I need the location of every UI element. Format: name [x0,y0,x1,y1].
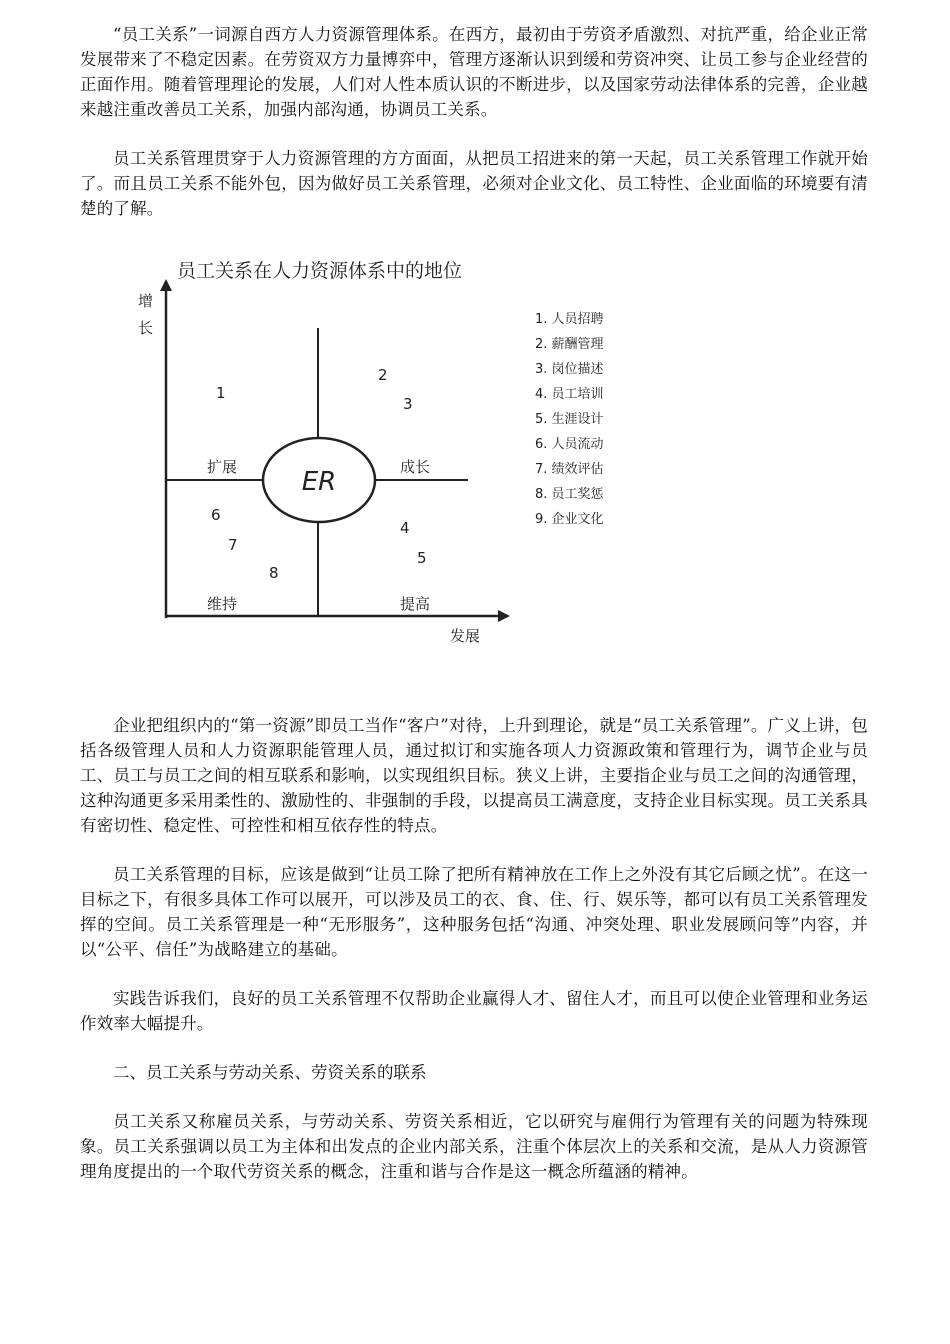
quadrant-label-maintain: 维持 [207,595,238,613]
section-heading: 二、员工关系与劳动关系、劳资关系的联系 [113,1063,427,1082]
legend-item: 5. 生涯设计 [535,412,604,427]
paragraph-scope: 员工关系管理贯穿于人力资源管理的方方面面，从把员工招进来的第一天起，员工关系管理工作就开始了。而且员工关系不能外包，因为做好员工关系管理，必须对企业文化、员工特性、企业面临的环境要有清楚的了解。 [80,149,868,218]
paragraph-goal: 员工关系管理的目标，应该是做到“让员工除了把所有精神放在工作上之外没有其它后顾之忧”。在这一目标之下，有很多具体工作可以展开，可以涉及员工的衣、食、住、行、娱乐等，都可以有员工关系管理发挥的空间。员工关系管理是一种“无形服务”，这种服务包括“沟通、冲突处理、职业发展顾问等”内容，并以“公平、信任”为战略建立的基础。 [80,865,868,959]
legend-item: 6. 人员流动 [535,437,604,452]
paragraph-practice: 实践告诉我们，良好的员工关系管理不仅帮助企业赢得人才、留住人才，而且可以使企业管理和业务运作效率大幅提升。 [80,989,868,1033]
er-center-label: ER [301,467,337,497]
diagram-svg [80,243,868,683]
er-position-diagram [80,243,868,683]
quadrant-label-grow: 成长 [400,458,431,476]
legend [535,311,605,527]
marker-8: 8 [269,564,279,582]
quadrant-label-improve: 提高 [400,595,431,613]
x-axis-label: 发展 [450,627,481,645]
paragraph-employee-relations: 员工关系又称雇员关系，与劳动关系、劳资关系相近，它以研究与雇佣行为管理有关的问题为特殊现象。员工关系强调以员工为主体和出发点的企业内部关系，注重个体层次上的关系和交流，是从人力资源管理角度提出的一个取代劳资关系的概念，注重和谐与合作是这一概念所蕴涵的精神。 [80,1112,868,1181]
marker-5: 5 [417,549,427,567]
paragraph-origin: “员工关系”一词源自西方人力资源管理体系。在西方，最初由于劳资矛盾激烈、对抗严重，给企业正常发展带来了不稳定因素。在劳资双方力量博弈中，管理方逐渐认识到缓和劳资冲突、让员工参与企业经营的正面作用。随着管理理论的发展，人们对人性本质认识的不断进步，以及国家劳动法律体系的完善，企业越来越注重改善员工关系，加强内部沟通，协调员工关系。 [80,25,868,119]
legend-item: 8. 员工奖惩 [535,487,604,502]
marker-7: 7 [228,536,238,554]
marker-2: 2 [378,366,388,384]
legend-item: 1. 人员招聘 [535,312,604,327]
legend-item: 3. 岗位描述 [535,362,604,377]
marker-3: 3 [403,395,413,413]
quadrant-label-expand: 扩展 [207,458,238,476]
legend-item: 7. 绩效评估 [535,462,604,477]
legend-item: 9. 企业文化 [535,512,604,527]
paragraph-definition: 企业把组织内的“第一资源”即员工当作“客户”对待，上升到理论，就是“员工关系管理”。广义上讲，包括各级管理人员和人力资源职能管理人员，通过拟订和实施各项人力资源政策和管理行为，调节企业与员工、员工与员工之间的相互联系和影响，以实现组织目标。狭义上讲，主要指企业与员工之间的沟通管理，这种沟通更多采用柔性的、激励性的、非强制的手段，以提高员工满意度，支持企业目标实现。员工关系具有密切性、稳定性、可控性和相互依存性的特点。 [80,716,868,835]
marker-6: 6 [211,506,221,524]
y-axis-label-char-2: 长 [138,319,154,337]
marker-4: 4 [400,519,410,537]
marker-1: 1 [216,384,226,402]
diagram-title: 员工关系在人力资源体系中的地位 [177,260,463,282]
y-axis-label-char-1: 增 [138,292,154,310]
legend-item: 4. 员工培训 [535,387,604,402]
document-page [80,22,868,1184]
legend-item: 2. 薪酬管理 [535,337,604,352]
